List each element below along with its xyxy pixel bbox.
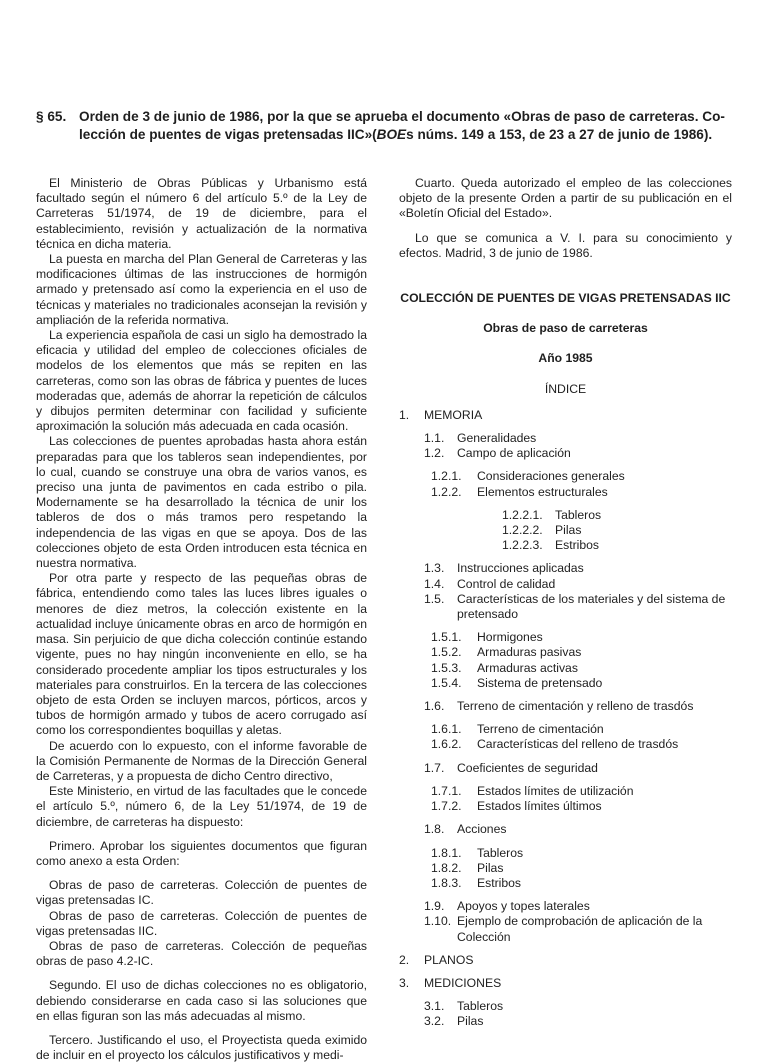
toc-number: 1.6.1.	[431, 722, 462, 737]
toc-text: Consideraciones generales	[477, 469, 625, 484]
toc-item	[399, 431, 732, 446]
toc-text: Generalidades	[457, 431, 537, 446]
toc-text: Hormigones	[477, 630, 543, 645]
toc-text: Ejemplo de comprobación de aplicación de la Colección	[457, 914, 703, 944]
table-of-contents	[399, 408, 732, 1030]
toc-text: Instrucciones aplicadas	[457, 561, 584, 576]
paragraph-preamble-7: Este Ministerio, en virtud de las facultades que le concede el artículo 5.º, número 6, de la Ley 51/1974, de 19 de diciembre, de carreteras ha dispuesto:	[36, 784, 367, 829]
toc-text: Pilas	[457, 1014, 484, 1029]
toc-number: 1.5.3.	[431, 660, 462, 675]
toc-text: Características del relleno de trasdós	[477, 737, 679, 752]
toc-number: 1.3.	[424, 561, 445, 576]
toc-text: MEMORIA	[424, 407, 483, 422]
toc-item	[399, 661, 732, 676]
toc-item	[399, 676, 732, 691]
toc-number: 1.	[399, 407, 410, 422]
toc-text: Terreno de cimentación y relleno de trasdós	[457, 699, 694, 714]
paragraph-preamble-6: De acuerdo con lo expuesto, con el informe favorable de la Comisión Permanente de Normas de la Dirección General de Carreteras, y a propuesta de dicho Centro directivo,	[36, 738, 367, 783]
toc-text: Armaduras pasivas	[477, 645, 582, 660]
toc-text: Acciones	[457, 822, 507, 837]
toc-item	[399, 737, 732, 752]
toc-number: 1.1.	[424, 431, 445, 446]
toc-item	[399, 822, 732, 837]
toc-number: 1.5.1.	[431, 630, 462, 645]
paragraph-tercero: Tercero. Justificando el uso, el Proyectista queda eximido de incluir en el proyecto los cálculos justificativos y medi-	[36, 1032, 367, 1063]
heading-line-2-start: lección de puentes de vigas pretensadas IIC»(	[79, 127, 377, 142]
toc-text: Coeficientes de seguridad	[457, 760, 598, 775]
toc-item	[399, 446, 732, 461]
toc-item	[399, 999, 732, 1014]
toc-text: Armaduras activas	[477, 660, 578, 675]
toc-number: 1.2.2.	[431, 484, 462, 499]
toc-item	[399, 799, 732, 814]
toc-text: Estribos	[477, 875, 522, 890]
toc-number: 1.8.3.	[431, 875, 462, 890]
heading-line-2-end: s núms. 149 a 153, de 23 a 27 de junio de 1986).	[406, 127, 713, 142]
index-heading: ÍNDICE	[544, 381, 587, 396]
section-number: § 65.	[36, 109, 67, 124]
toc-text: Tableros	[477, 845, 524, 860]
toc-item	[399, 577, 732, 592]
toc-text: Estados límites últimos	[477, 799, 602, 814]
toc-number: 1.8.1.	[431, 845, 462, 860]
toc-text: Características de los materiales y del sistema de pretensado	[457, 591, 726, 622]
toc-item	[399, 976, 732, 991]
toc-item	[399, 538, 732, 553]
paragraph-preamble-3: La experiencia española de casi un siglo ha demostrado la eficacia y utilidad del empleo de colecciones oficiales de modelos de los elementos que más se repiten en las carreteras, como son las obras de fábrica y puentes de luces moderadas que, además de ahorrar la repetición de cálculos y dibujos permiten determinar con facilidad y suficiente aproximación la solución más adecuada en cada ocasión.	[36, 328, 367, 434]
toc-item	[399, 846, 732, 861]
toc-text: Estribos	[555, 538, 600, 553]
toc-number: 1.9.	[424, 899, 445, 914]
toc-item	[399, 914, 732, 944]
toc-text: Estados límites de utilización	[477, 783, 634, 798]
toc-text: Pilas	[555, 523, 582, 538]
toc-number: 1.2.2.3.	[502, 538, 543, 553]
paragraph-document-2: Obras de paso de carreteras. Colección de puentes de vigas pretensadas IIC.	[36, 908, 367, 938]
toc-item	[399, 469, 732, 484]
toc-number: 1.5.	[424, 591, 445, 606]
paragraph-cuarto: Cuarto. Queda autorizado el empleo de las colecciones objeto de la presente Orden a partir de su publicación en el «Boletín Oficial del Estado».	[399, 176, 732, 221]
paragraph-preamble-5: Por otra parte y respecto de las pequeñas obras de fábrica, entendiendo como tales las luces libres iguales o menores de diez metros, la colección existente en la actualidad incluye únicamente obras en arco de hormigón en masa. Sin perjuicio de que dicha colección continúe estando vigente, pues no hay ningún inconveniente en ello, se ha considerado procedente ampliar los tipos estructurales y los materiales para construirlos. En la tercera de las colecciones objeto de esta Orden se incluyen marcos, pórticos, arcos y tubos de hormigón armado y tubos de acero corrugado así como los correspondientes boquillas y aletas.	[36, 571, 367, 738]
toc-number: 1.2.2.2.	[502, 523, 543, 538]
toc-item	[399, 876, 732, 891]
toc-item	[399, 508, 732, 523]
toc-number: 1.4.	[424, 576, 445, 591]
toc-text: Elementos estructurales	[477, 484, 608, 499]
toc-text: Campo de aplicación	[457, 446, 571, 461]
toc-number: 1.10.	[424, 914, 452, 929]
annex-year: Año 1985	[538, 351, 593, 366]
toc-item	[399, 953, 732, 968]
toc-item	[399, 592, 732, 622]
paragraph-primero: Primero. Aprobar los siguientes documentos que figuran como anexo a esta Orden:	[36, 838, 367, 868]
paragraph-document-1: Obras de paso de carreteras. Colección de puentes de vigas pretensadas IC.	[36, 878, 367, 908]
toc-item	[399, 761, 732, 776]
toc-item	[399, 699, 732, 714]
toc-text: Pilas	[477, 860, 504, 875]
toc-number: 1.8.	[424, 822, 445, 837]
toc-number: 1.2.1.	[431, 469, 462, 484]
toc-text: Sistema de pretensado	[477, 675, 603, 690]
paragraph-document-3: Obras de paso de carreteras. Colección de pequeñas obras de paso 4.2-IC.	[36, 938, 367, 969]
section-heading	[36, 108, 736, 144]
toc-text: Apoyos y topes laterales	[457, 899, 590, 914]
heading-boe-abbrev: BOE	[376, 127, 407, 142]
paragraph-segundo: Segundo. El uso de dichas colecciones no es obligatorio, debiendo considerarse en cada caso si las soluciones que en ellas figuran son las más adecuadas al mismo.	[36, 978, 367, 1023]
toc-text: PLANOS	[424, 952, 474, 967]
toc-text: Tableros	[457, 999, 504, 1014]
toc-number: 1.2.2.1.	[502, 507, 543, 522]
toc-number: 2.	[399, 952, 410, 967]
annex-subtitle: Obras de paso de carreteras	[483, 321, 648, 336]
paragraph-preamble-1: El Ministerio de Obras Públicas y Urbanismo está facultado según el número 6 del artículo 5.º de la Ley de Carreteras 51/1974, de 19 de diciembre, para el establecimiento, revisión y actualización de la normativa técnica en dicha materia.	[36, 176, 367, 251]
toc-text: Terreno de cimentación	[477, 722, 604, 737]
toc-number: 3.	[399, 975, 410, 990]
toc-number: 1.7.	[424, 760, 445, 775]
toc-text: Control de calidad	[457, 576, 556, 591]
right-column	[399, 176, 732, 1030]
toc-item	[399, 722, 732, 737]
toc-number: 1.5.2.	[431, 645, 462, 660]
toc-text: MEDICIONES	[424, 975, 502, 990]
toc-item	[399, 1014, 732, 1029]
toc-number: 3.2.	[424, 1014, 445, 1029]
paragraph-preamble-2: La puesta en marcha del Plan General de Carreteras y las modificaciones últimas de las instrucciones de hormigón armado y pretensado así como la experiencia en el uso de técnicas y materiales no tradicionales aconsejan la revisión y ampliación de la referida normativa.	[36, 252, 367, 327]
toc-item	[399, 523, 732, 538]
toc-number: 1.8.2.	[431, 860, 462, 875]
toc-number: 1.7.2.	[431, 799, 462, 814]
left-column	[36, 176, 367, 1063]
toc-number: 1.6.2.	[431, 737, 462, 752]
toc-item	[399, 561, 732, 576]
toc-number: 1.7.1.	[431, 783, 462, 798]
heading-line-2	[36, 126, 736, 144]
toc-item	[399, 784, 732, 799]
paragraph-preamble-4: Las colecciones de puentes aprobadas hasta ahora están preparadas para que los tableros sean independientes, por lo cual, cuando se construye una obra de varios vanos, es preciso una junta de pavimentos en cada estribo o pila. Modernamente se ha desarrollado la técnica de unir los tableros de dos o más tramos pero respetando la independencia de las vigas en que se apoya. Dos de las colecciones objeto de esta Orden introducen esta técnica en nuestra normativa.	[36, 434, 367, 571]
toc-number: 1.6.	[424, 699, 445, 714]
heading-line-1: Orden de 3 de junio de 1986, por la que se aprueba el documento «Obras de paso de carreteras. Co-	[79, 109, 725, 124]
toc-number: 1.2.	[424, 446, 445, 461]
toc-number: 1.5.4.	[431, 675, 462, 690]
toc-item	[399, 899, 732, 914]
annex-title: COLECCIÓN DE PUENTES DE VIGAS PRETENSADAS IIC	[400, 291, 731, 306]
toc-item	[399, 630, 732, 645]
toc-text: Tableros	[555, 507, 602, 522]
toc-item	[399, 408, 732, 423]
toc-number: 3.1.	[424, 999, 445, 1014]
toc-item	[399, 861, 732, 876]
paragraph-closing: Lo que se comunica a V. I. para su conocimiento y efectos. Madrid, 3 de junio de 1986.	[399, 230, 732, 260]
toc-item	[399, 645, 732, 660]
toc-item	[399, 485, 732, 500]
